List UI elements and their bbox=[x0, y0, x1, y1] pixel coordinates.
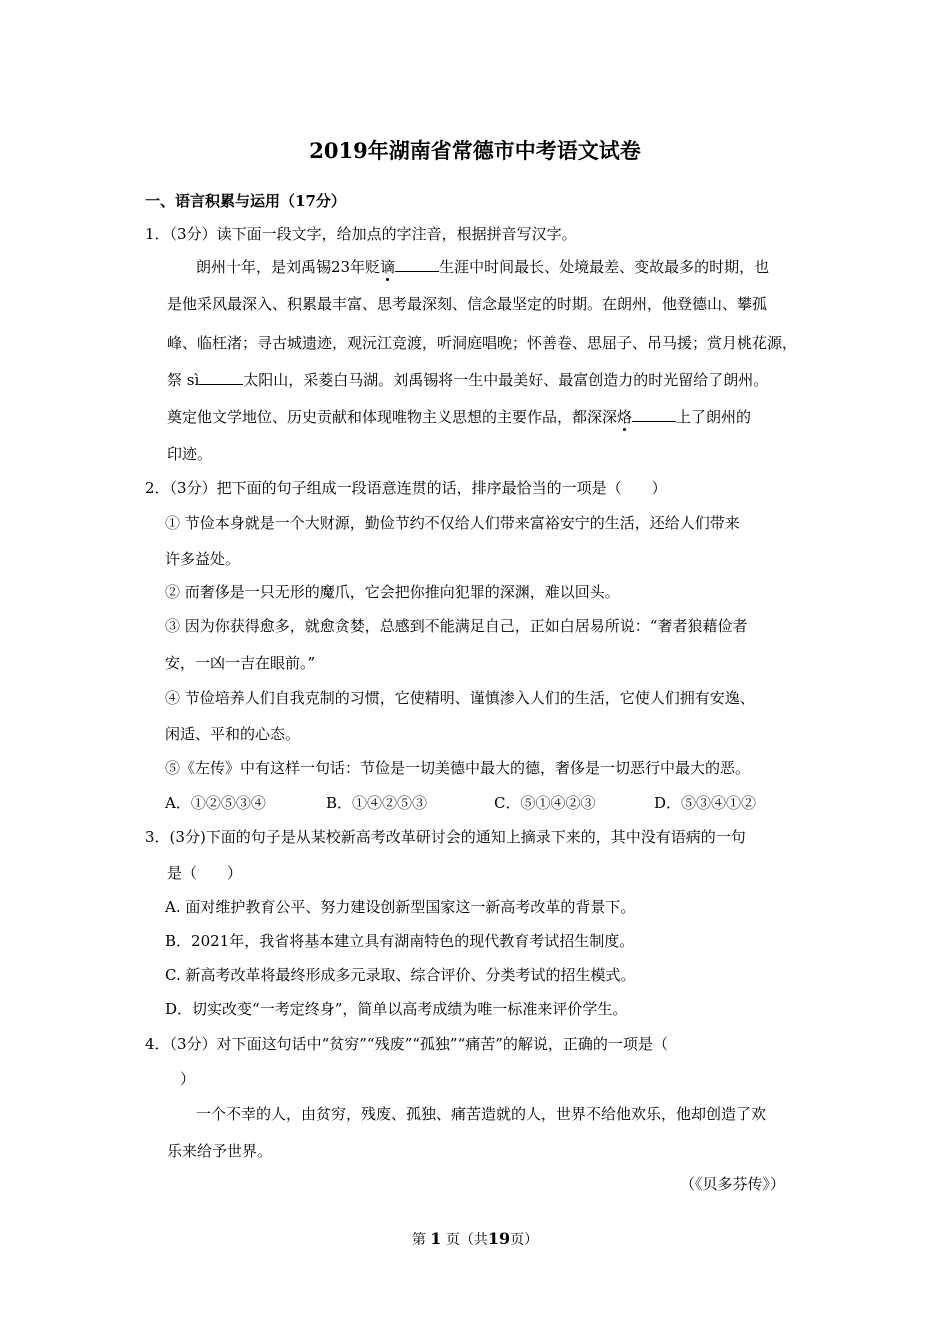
q3-option-a[interactable]: A. 面对维护教育公平、努力建设创新型国家这一新高考改革的背景下。 bbox=[165, 898, 636, 916]
q2-sentence-3-cont: 安，一凶一吉在眼前。” bbox=[165, 654, 316, 672]
q1-dotted-char: 烙 bbox=[617, 408, 633, 426]
answer-blank[interactable] bbox=[199, 370, 243, 385]
q1-text: 太阳山，采菱白马湖。刘禹锡将一生中最美好、最富创造力的时光留给了朗州。 bbox=[243, 371, 769, 389]
q1-text: 朗州十年，是刘禹锡23年贬 bbox=[196, 258, 381, 276]
q4-stem: 4．（3分）对下面这句话中“贫穷”“残废”“孤独”“痛苦”的解说，正确的一项是（ bbox=[145, 1035, 668, 1053]
q1-text: 生涯中时间最长、处境最差、变故最多的时期，也 bbox=[439, 258, 770, 276]
q2-sentence-5: ⑤《左传》中有这样一句话：节俭是一切美德中最大的德，奢侈是一切恶行中最大的恶。 bbox=[165, 759, 751, 777]
q1-passage-line-3: 峰、临枉渚；寻古城遗迹，观沅江竞渡，听洞庭唱晚；怀善卷、思屈子、吊马援；赏月桃花源， bbox=[167, 334, 798, 352]
q3-option-c[interactable]: C. 新高考改革将最终形成多元录取、综合评价、分类考试的招生模式。 bbox=[165, 966, 636, 984]
q4-quote-source: （《贝多芬传》） bbox=[680, 1175, 786, 1193]
q4-quote-line-2: 乐来给予世界。 bbox=[167, 1142, 273, 1160]
q1-stem: 1．（3分）读下面一段文字，给加点的字注音，根据拼音写汉字。 bbox=[145, 225, 577, 243]
section-heading: 一、语言积累与运用（17分） bbox=[145, 192, 346, 210]
q2-sentence-3: ③ 因为你获得愈多，就愈贪婪，总感到不能满足自己，正如白居易所说：“奢者狼藉俭者 bbox=[165, 617, 748, 635]
q3-option-d[interactable]: D．切实改变“一考定终身”，简单以高考成绩为唯一标准来评价学生。 bbox=[165, 1000, 628, 1018]
q4-quote-line-1: 一个不幸的人，由贫穷，残废、孤独、痛苦造就的人，世界不给他欢乐，他却创造了欢 bbox=[196, 1105, 767, 1123]
q2-option-b[interactable]: B．①④②⑤③ bbox=[326, 794, 428, 812]
q1-text: 奠定他文学地位、历史贡献和体现唯物主义思想的主要作品，都深深 bbox=[167, 408, 618, 426]
q2-option-a[interactable]: A．①②⑤③④ bbox=[165, 794, 266, 812]
page-title: 2019年湖南省常德市中考语文试卷 bbox=[309, 138, 641, 163]
footer-text: 页（共 bbox=[445, 1232, 488, 1248]
answer-blank[interactable] bbox=[395, 257, 439, 272]
q1-passage-line-5 bbox=[167, 407, 751, 427]
q2-sentence-2: ② 而奢侈是一只无形的魔爪，它会把你推向犯罪的深渊，难以回头。 bbox=[165, 583, 620, 601]
q2-option-c[interactable]: C．⑤①④②③ bbox=[494, 794, 596, 812]
footer-text: 第 bbox=[411, 1232, 426, 1248]
answer-blank[interactable] bbox=[632, 407, 676, 422]
q4-stem-cont: ） bbox=[180, 1070, 196, 1088]
q2-stem: 2．（3分）把下面的句子组成一段语意连贯的话，排序最恰当的一项是（ ） bbox=[145, 479, 667, 497]
q1-dotted-char: 谪 bbox=[380, 258, 396, 276]
q3-stem-cont: 是（ ） bbox=[167, 864, 243, 882]
page-total: 19 bbox=[487, 1229, 511, 1248]
q1-passage-line-2: 是他采风最深入、积累最丰富、思考最深刻、信念最坚定的时期。在朗州，他登德山、攀孤 bbox=[167, 295, 768, 313]
q1-passage-line-4 bbox=[167, 370, 768, 390]
q2-sentence-1-cont: 许多益处。 bbox=[165, 550, 241, 568]
q3-option-b[interactable]: B．2021年，我省将基本建立具有湖南特色的现代教育考试招生制度。 bbox=[165, 932, 635, 950]
q1-text: 祭 sì bbox=[167, 371, 200, 389]
page-number: 1 bbox=[430, 1229, 442, 1248]
q2-option-d[interactable]: D．⑤③④①② bbox=[654, 794, 757, 812]
footer-text: 页） bbox=[510, 1232, 539, 1248]
q2-sentence-1: ① 节俭本身就是一个大财源，勤俭节约不仅给人们带来富裕安宁的生活，还给人们带来 bbox=[165, 514, 740, 532]
q1-passage-line-1 bbox=[196, 257, 769, 277]
page-footer bbox=[0, 1229, 950, 1249]
q1-text: 上了朗州的 bbox=[676, 408, 752, 426]
q1-passage-line-6: 印迹。 bbox=[167, 445, 213, 463]
q2-sentence-4: ④ 节俭培养人们自我克制的习惯，它使精明、谨慎渗入人们的生活，它使人们拥有安逸、 bbox=[165, 689, 755, 707]
q2-sentence-4-cont: 闲适、平和的心态。 bbox=[165, 725, 301, 743]
q3-stem: 3．(3分)下面的句子是从某校新高考改革研讨会的通知上摘录下来的，其中没有语病的一句 bbox=[145, 828, 746, 846]
